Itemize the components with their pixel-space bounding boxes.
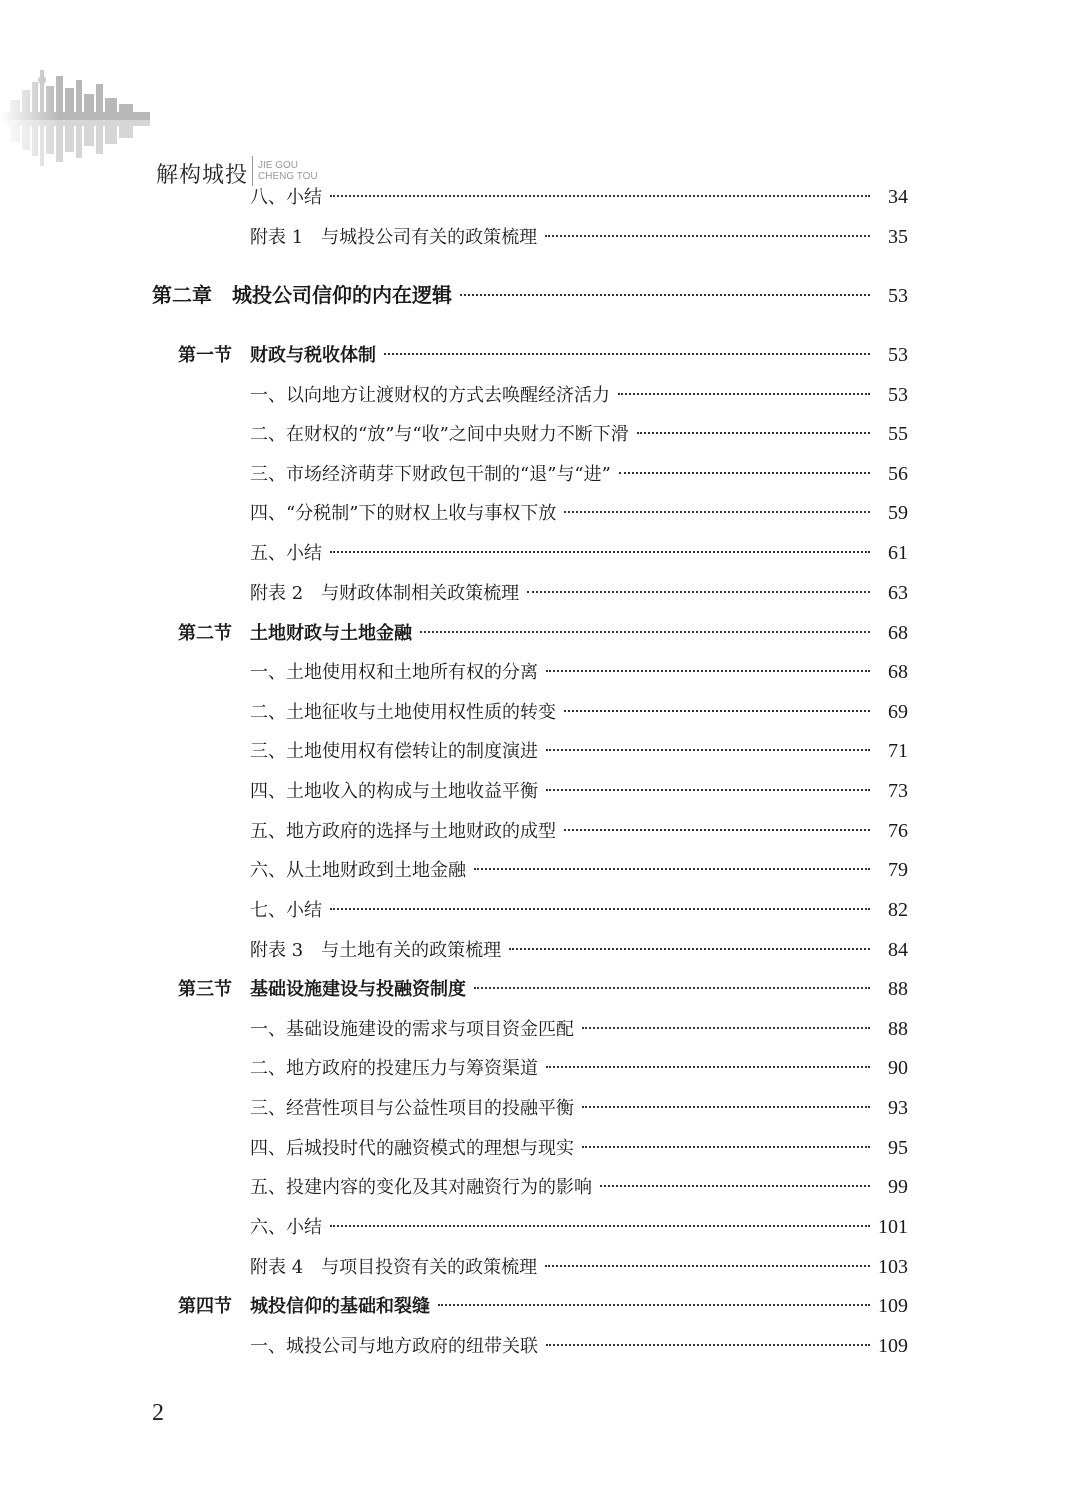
toc-entry-title: 第三节 基础设施建设与投融资制度 (178, 979, 466, 1000)
toc-leader-dots (564, 510, 870, 513)
toc-entry[interactable] (250, 855, 908, 885)
toc-leader-dots (420, 630, 870, 633)
toc-leader-dots (509, 947, 870, 950)
page-number: 2 (152, 1400, 164, 1426)
toc-entry[interactable] (250, 1093, 908, 1123)
toc-leader-dots (384, 352, 870, 355)
toc-entry[interactable] (250, 1133, 908, 1163)
toc-entry-page: 109 (878, 1295, 908, 1317)
toc-entry-title: 第一节 财政与税收体制 (178, 345, 376, 366)
toc-leader-dots (637, 431, 870, 434)
toc-leader-dots (618, 392, 870, 395)
toc-leader-dots (474, 986, 870, 989)
toc-entry[interactable] (250, 935, 908, 965)
toc-section[interactable] (178, 974, 908, 1004)
toc-section[interactable] (178, 340, 908, 370)
toc-entry-title: 六、从土地财政到土地金融 (250, 860, 466, 881)
toc-entry-page: 34 (888, 186, 908, 208)
toc-entry-page: 76 (888, 820, 908, 842)
toc-entry-title: 二、地方政府的投建压力与筹资渠道 (250, 1058, 538, 1079)
toc-entry-page: 73 (888, 780, 908, 802)
toc-entry-page: 93 (888, 1097, 908, 1119)
toc-leader-dots (545, 1264, 870, 1267)
toc-entry-title: 三、市场经济萌芽下财政包干制的“退”与“进” (250, 464, 611, 485)
toc-entry-page: 53 (888, 384, 908, 406)
toc-leader-dots (330, 194, 870, 197)
toc-entry-page: 35 (888, 226, 908, 248)
toc-leader-dots (564, 709, 870, 712)
toc-entry-page: 71 (888, 740, 908, 762)
toc-entry-title: 三、土地使用权有偿转让的制度演进 (250, 741, 538, 762)
toc-leader-dots (330, 907, 870, 910)
toc-entry[interactable] (250, 895, 908, 925)
toc-entry[interactable] (250, 182, 908, 212)
pinyin-line-2: CHENG TOU (258, 171, 318, 182)
toc-leader-dots (546, 669, 870, 672)
toc-leader-dots (460, 293, 870, 296)
toc-chapter[interactable] (152, 280, 908, 310)
toc-entry-page: 95 (888, 1137, 908, 1159)
toc-leader-dots (330, 1224, 870, 1227)
toc-entry[interactable] (250, 816, 908, 846)
toc-entry-page: 82 (888, 899, 908, 921)
toc-entry-title: 五、投建内容的变化及其对融资行为的影响 (250, 1177, 592, 1198)
toc-leader-dots (600, 1184, 870, 1187)
toc-leader-dots (564, 828, 870, 831)
toc-leader-dots (546, 1343, 870, 1346)
toc-entry-page: 69 (888, 701, 908, 723)
toc-entry[interactable] (250, 776, 908, 806)
toc-entry[interactable] (250, 1053, 908, 1083)
toc-entry[interactable] (250, 222, 908, 252)
toc-entry-title: 五、地方政府的选择与土地财政的成型 (250, 821, 556, 842)
toc-entry[interactable] (250, 578, 908, 608)
toc-entry-title: 七、小结 (250, 900, 322, 921)
toc-leader-dots (546, 788, 870, 791)
toc-entry-title: 第二章 城投公司信仰的内在逻辑 (152, 283, 452, 307)
toc-entry-title: 一、城投公司与地方政府的纽带关联 (250, 1336, 538, 1357)
toc-entry-title: 附表 2 与财政体制相关政策梳理 (250, 583, 520, 604)
toc-entry-title: 附表 1 与城投公司有关的政策梳理 (250, 227, 538, 248)
toc-leader-dots (527, 590, 870, 593)
toc-entry-title: 四、后城投时代的融资模式的理想与现实 (250, 1138, 574, 1159)
toc-entry-page: 101 (878, 1216, 908, 1238)
toc-entry-title: 六、小结 (250, 1217, 322, 1238)
toc-leader-dots (546, 748, 870, 751)
toc-entry[interactable] (250, 1331, 908, 1361)
toc-leader-dots (545, 234, 870, 237)
toc-leader-dots (619, 471, 870, 474)
toc-entry-title: 五、小结 (250, 543, 322, 564)
toc-entry-page: 53 (888, 285, 908, 307)
toc-entry[interactable] (250, 459, 908, 489)
toc-entry[interactable] (250, 419, 908, 449)
toc-section[interactable] (178, 1291, 908, 1321)
toc-entry-page: 103 (878, 1256, 908, 1278)
toc-leader-dots (474, 867, 870, 870)
toc-entry-page: 63 (888, 582, 908, 604)
toc-entry-title: 八、小结 (250, 187, 322, 208)
toc-entry-page: 84 (888, 939, 908, 961)
toc-entry-title: 三、经营性项目与公益性项目的投融平衡 (250, 1098, 574, 1119)
toc-entry-page: 68 (888, 661, 908, 683)
toc-entry-page: 61 (888, 542, 908, 564)
toc-entry[interactable] (250, 538, 908, 568)
toc-entry-title: 一、基础设施建设的需求与项目资金匹配 (250, 1019, 574, 1040)
toc-section[interactable] (178, 618, 908, 648)
toc-entry-title: 四、“分税制”下的财权上收与事权下放 (250, 503, 557, 524)
toc-entry[interactable] (250, 697, 908, 727)
toc-leader-dots (582, 1026, 870, 1029)
toc-entry-page: 68 (888, 622, 908, 644)
toc-entry-title: 二、在财权的“放”与“收”之间中央财力不断下滑 (250, 424, 629, 445)
toc-entry[interactable] (250, 736, 908, 766)
toc-entry[interactable] (250, 1252, 908, 1282)
toc-entry[interactable] (250, 380, 908, 410)
pinyin-line-1: JIE GOU (258, 160, 299, 171)
toc-entry-page: 53 (888, 344, 908, 366)
toc-entry-page: 88 (888, 1018, 908, 1040)
toc-leader-dots (582, 1105, 870, 1108)
toc-entry-page: 55 (888, 423, 908, 445)
toc-leader-dots (330, 550, 870, 553)
toc-entry-page: 79 (888, 859, 908, 881)
toc-entry[interactable] (250, 657, 908, 687)
toc-entry-title: 第二节 土地财政与土地金融 (178, 623, 412, 644)
toc-entry-title: 附表 3 与土地有关的政策梳理 (250, 940, 502, 961)
toc-entry[interactable] (250, 1172, 908, 1202)
toc-entry-page: 59 (888, 502, 908, 524)
toc-leader-dots (546, 1065, 870, 1068)
toc-leader-dots (438, 1303, 870, 1306)
toc-entry-title: 四、土地收入的构成与土地收益平衡 (250, 781, 538, 802)
book-title-pinyin (258, 160, 318, 182)
toc-entry-page: 88 (888, 978, 908, 1000)
toc-leader-dots (582, 1145, 870, 1148)
toc-entry-page: 99 (888, 1176, 908, 1198)
toc-entry-page: 56 (888, 463, 908, 485)
city-skyline-logo (0, 60, 170, 210)
toc-entry-title: 第四节 城投信仰的基础和裂缝 (178, 1296, 430, 1317)
toc-entry-title: 一、土地使用权和土地所有权的分离 (250, 662, 538, 683)
toc-entry[interactable] (250, 498, 908, 528)
toc-entry-page: 109 (878, 1335, 908, 1357)
toc-entry-page: 90 (888, 1057, 908, 1079)
toc-entry-title: 附表 4 与项目投资有关的政策梳理 (250, 1257, 538, 1278)
book-title: 解构城投 (156, 163, 249, 188)
toc-entry-title: 二、土地征收与土地使用权性质的转变 (250, 702, 556, 723)
toc-entry[interactable] (250, 1014, 908, 1044)
toc-entry-title: 一、以向地方让渡财权的方式去唤醒经济活力 (250, 385, 610, 406)
toc-entry[interactable] (250, 1212, 908, 1242)
